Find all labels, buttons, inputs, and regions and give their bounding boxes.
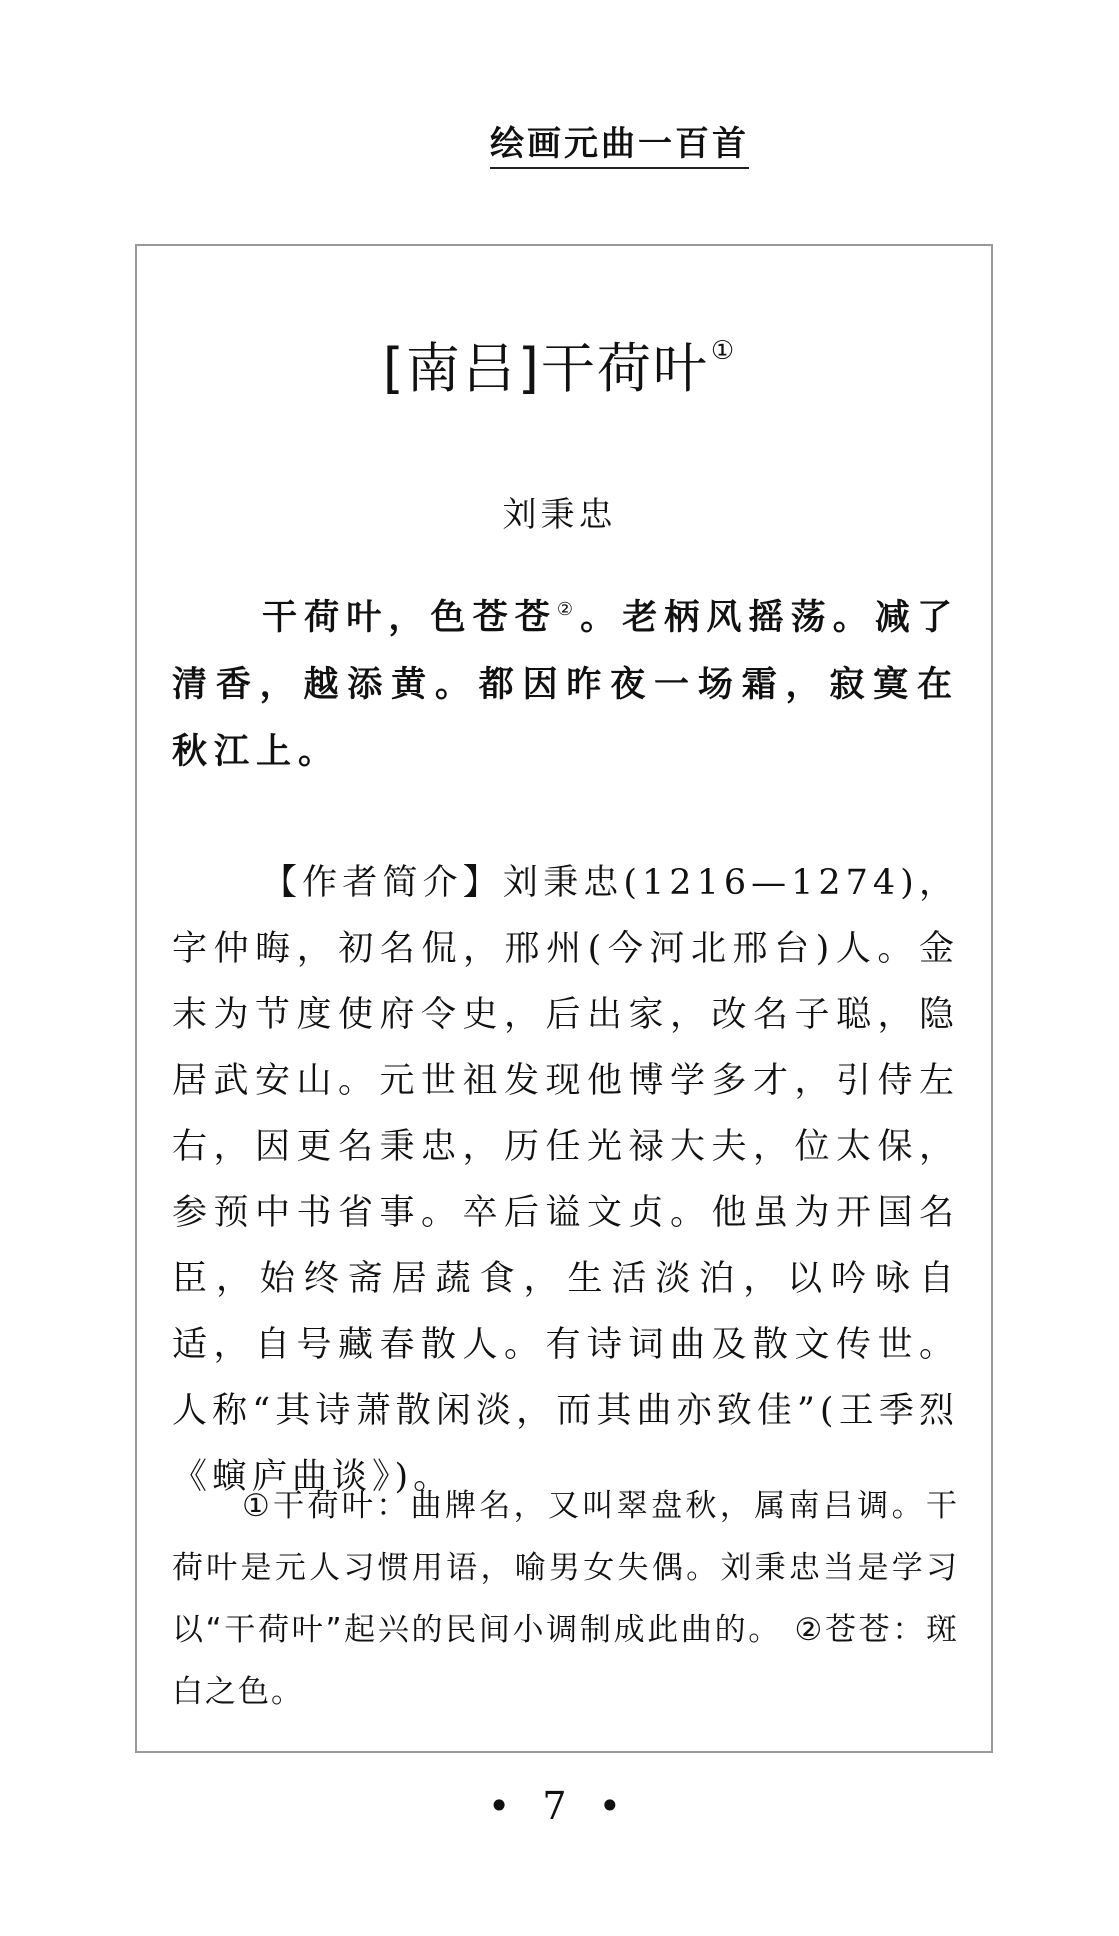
footnote-spacer [782, 1612, 795, 1648]
poem-title-text: [南吕]干荷叶 [382, 337, 709, 400]
footnote-2: ②苍苍：斑白之色。 [172, 1612, 959, 1710]
poem-line-2: 。老柄风摇荡。减了清香，越添黄。都因昨夜一场霜，寂寞在秋江上。 [172, 598, 959, 772]
page-number: • 7 • [487, 1784, 632, 1828]
poem-author: 刘秉忠 [502, 495, 617, 535]
footnote-marker-1: ① [710, 336, 737, 366]
intro-label: 【作者简介】 [262, 863, 503, 903]
poem-title [0, 326, 1119, 403]
footnote-1: ①干荷叶：曲牌名，又叫翠盘秋，属南吕调。干荷叶是元人习惯用语，喻男女失偶。刘秉忠当是学习以“干荷叶”起兴的民间小调制成此曲的。 [172, 1488, 959, 1648]
poem-line-1: 干荷叶，色苍苍 [262, 598, 557, 638]
author-introduction [172, 850, 959, 1510]
poem-text [172, 576, 959, 786]
intro-text: 刘秉忠(1216—1274)，字仲晦，初名侃，邢州(今河北邢台)人。金末为节度使府令史，后出家，改名子聪，隐居武安山。元世祖发现他博学多才，引侍左右，因更名秉忠，历任光禄大夫，位太保，参预中书省事。卒后谥文贞。他虽为开国名臣，始终斋居蔬食，生活淡泊，以吟咏自适，自号藏春散人。有诗词曲及散文传世。人称“其诗萧散闲淡，而其曲亦致佳”(王季烈《螾庐曲谈》)。 [172, 863, 959, 1497]
book-title: 绘画元曲一百首 [490, 116, 749, 169]
footnote-marker-2: ② [556, 599, 581, 620]
footnotes [172, 1475, 959, 1723]
